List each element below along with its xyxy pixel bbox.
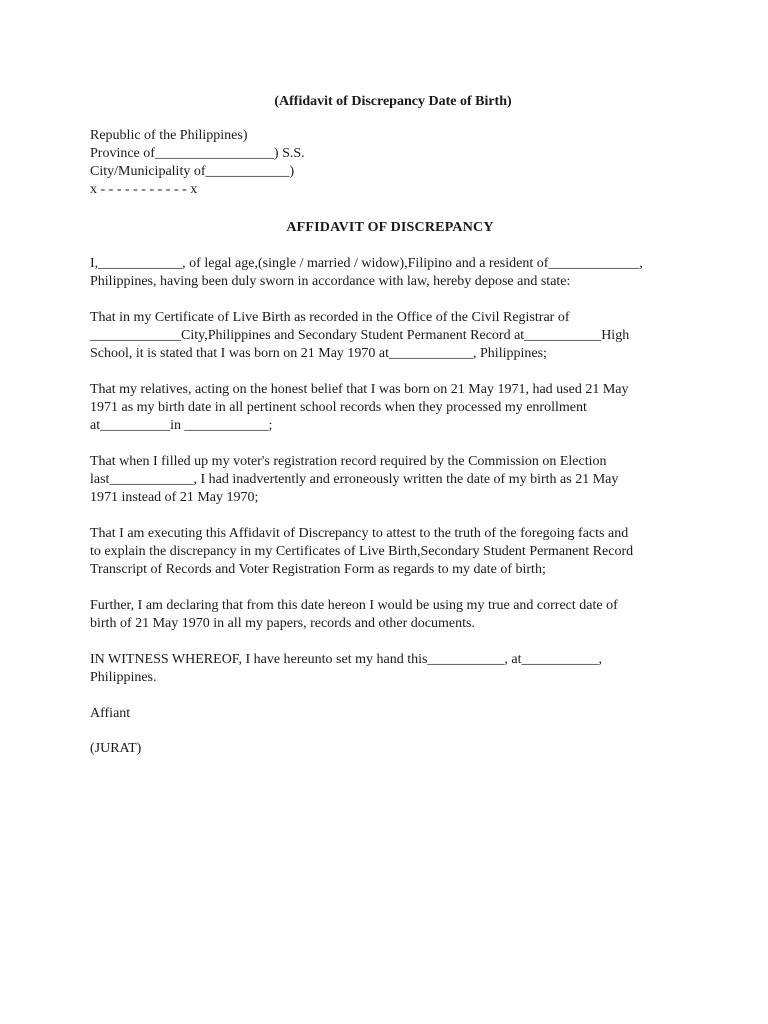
paragraph-voter-record: That when I filled up my voter's registration record required by the Commission on Election last____________, I had inadvertently and erroneously written the date of my birth as 21 May 1971 instead of 21 May 1970; (90, 454, 619, 505)
venue-line-city: City/Municipality of____________) (90, 164, 295, 179)
paragraph-purpose: That I am executing this Affidavit of Discrepancy to attest to the truth of the foregoing facts and to explain the discrepancy in my Certificates of Live Birth,Secondary Student Permanent Record Transcript of Records and Voter Registration Form as regards to my date of birth; (90, 526, 634, 577)
affidavit-page (90, 94, 690, 776)
venue-block (90, 127, 690, 199)
affiant-label: Affiant (90, 706, 131, 721)
affidavit-heading: AFFIDAVIT OF DISCREPANCY (286, 220, 494, 235)
jurat-label: (JURAT) (90, 741, 142, 756)
paragraph-birth-record: That in my Certificate of Live Birth as recorded in the Office of the Civil Registrar of _____________City,Philippines and Secondary Student Permanent Record at___________High School, it is stated that I was born on 21 May 1970 at____________, Philippines; (90, 310, 630, 361)
venue-line-separator: x - - - - - - - - - - - x (90, 182, 198, 197)
document-title: (Affidavit of Discrepancy Date of Birth) (274, 94, 512, 109)
venue-line-republic: Republic of the Philippines) (90, 128, 248, 143)
paragraph-declaration: Further, I am declaring that from this date hereon I would be using my true and correct date of birth of 21 May 1970 in all my papers, records and other documents. (90, 598, 618, 631)
paragraph-identity: I,____________, of legal age,(single / married / widow),Filipino and a resident of_____________, Philippines, having been duly sworn in accordance with law, hereby depose and state: (90, 256, 643, 289)
paragraph-relatives: That my relatives, acting on the honest belief that I was born on 21 May 1971, had used 21 May 1971 as my birth date in all pertinent school records when they processed my enrollment at__________in ____________; (90, 382, 629, 433)
venue-line-province: Province of_________________) S.S. (90, 146, 305, 161)
paragraph-witness: IN WITNESS WHEREOF, I have hereunto set my hand this___________, at___________, Philippines. (90, 652, 603, 685)
